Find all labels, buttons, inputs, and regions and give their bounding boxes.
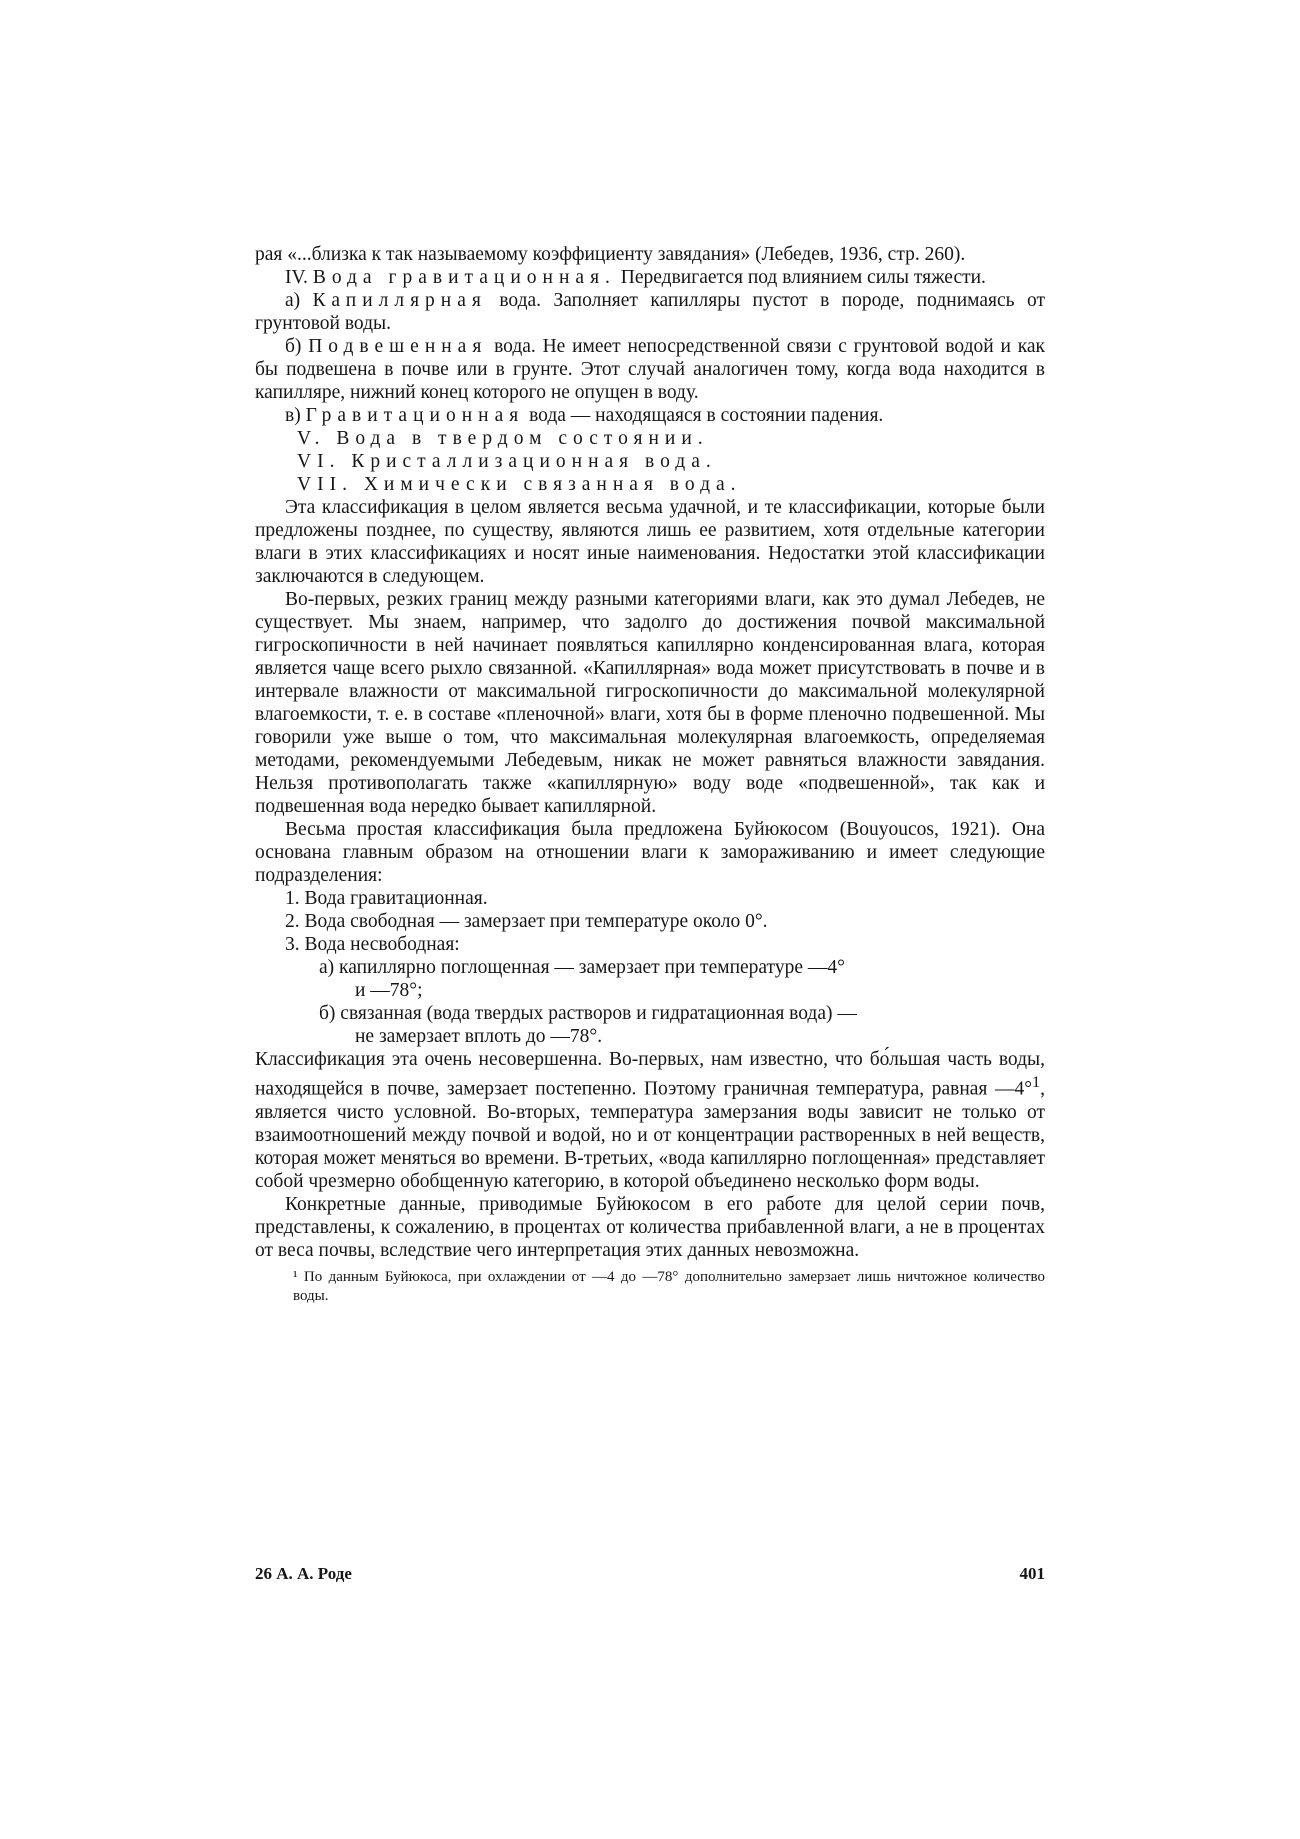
category-iv-text: Передвигается под влиянием силы тяжести. [620, 267, 986, 288]
list-item-3b-continued: не замерзает вплоть до —78°. [355, 1026, 603, 1047]
category-iv-title: Вода гравитационная. [312, 267, 616, 288]
list-item-3a-continued: и —78°; [355, 980, 423, 1001]
list-item-3b: б) связанная (вода твердых растворов и гидратационная вода) — [319, 1003, 857, 1024]
paragraph-critique-part2: , является чисто условной. Во-вторых, температура замерзания воды зависит не только от взаимоотношений между почвой и водой, но и от концентрации растворенных в ней веществ, которая может меняться во времени. В-третьих, «вода капиллярно поглощенная» представляет собой чрезмерно обобщенную категорию, в которой объединено несколько форм воды. [255, 1078, 1045, 1192]
signature-mark: 26 А. А. Роде [255, 1564, 352, 1583]
paragraph-critique-part1: Классификация эта очень несовершенна. Во-первых, нам известно, что бо́льшая часть воды, находящейся в почве, замерзает постепенно. Поэтому граничная температура, равная —4° [255, 1049, 1045, 1100]
paragraph-intro: рая «...близка к так называемому коэффициенту завядания» (Лебедев, 1936, стр. 260). [255, 244, 966, 265]
page-number: 401 [1019, 1564, 1045, 1583]
footnote-mark: ¹ [293, 1268, 298, 1285]
subcategory-b-text: вода. Не имеет непосредственной связи с грунтовой водой и как бы подвешена в почве или в грунте. Этот случай аналогичен тому, когда вода находится в капилляре, нижний конец которого не опущен в воду. [255, 336, 1046, 403]
footnote-reference: 1 [1032, 1073, 1041, 1091]
subcategory-v-text: вода — находящаяся в состоянии падения. [529, 405, 884, 426]
category-iv-number: IV. [285, 267, 308, 288]
subcategory-a-text: вода. Заполняет капилляры пустот в породе, поднимаясь от грунтовой воды. [255, 290, 1046, 334]
subcategory-v [255, 404, 1045, 427]
subcategory-a-label: а) [285, 290, 301, 311]
paragraph-bouyoucos-classification: Весьма простая классификация была предложена Буйюкосом (Bouyoucos, 1921). Она основана главным образом на отношении влаги к замораживанию и имеет следующие подразделения: [255, 819, 1045, 886]
paragraph-conclusion: Конкретные данные, приводимые Буйюкосом в его работе для целой серии почв, представлены, к сожалению, в процентах от количества прибавленной влаги, а не в процентах от веса почвы, вследствие чего интерпретация этих данных невозможна. [255, 1193, 1045, 1261]
list-item-3: 3. Вода несвободная: [285, 934, 460, 955]
category-v: V. Вода в твердом состоянии. [297, 428, 709, 449]
paragraph-evaluation: Эта классификация в целом является весьма удачной, и те классификации, которые были предложены позднее, по существу, являются лишь ее развитием, хотя отдельные категории влаги в этих классификациях и носят иные наименования. Недостатки этой классификации заключаются в следующем. [255, 497, 1045, 587]
subcategory-a-title: Капиллярная [312, 290, 487, 311]
page-body [255, 243, 1045, 1321]
category-vi: VI. Кристаллизационная вода. [297, 451, 717, 472]
subcategory-b-label: б) [285, 336, 302, 357]
subcategory-a [255, 289, 1045, 335]
footnote [255, 1268, 1045, 1306]
list-item-2: 2. Вода свободная — замерзает при температуре около 0°. [285, 911, 768, 932]
subcategory-b-title: Подвешенная [308, 336, 488, 357]
list-item-1: 1. Вода гравитационная. [285, 888, 488, 909]
list-item-3a: а) капиллярно поглощенная — замерзает при температуре —4° [319, 957, 845, 978]
subcategory-v-label: в) [285, 405, 301, 426]
paragraph-critique [255, 1048, 1045, 1193]
category-vii: VII. Химически связанная вода. [297, 474, 742, 495]
subcategory-b [255, 335, 1045, 404]
subcategory-v-title: Гравитационная [305, 405, 525, 426]
paragraph-first-criticism: Во-первых, резких границ между разными категориями влаги, как это думал Лебедев, не существует. Мы знаем, например, что задолго до достижения почвой максимальной гигроскопичности в ней начинает появляться капиллярно конденсированная влага, которая является чаще всего рыхло связанной. «Капиллярная» вода может присутствовать в почве и в интервале влажности от максимальной гигроскопичности до максимальной молекулярной влагоемкости, т. е. в составе «пленочной» влаги, хотя бы в форме пленочно подвешенной. Мы говорили уже выше о том, что максимальная молекулярная влагоемкость, определяемая методами, рекомендуемыми Лебедевым, никак не может равняться влажности завядания. Нельзя противополагать также «капиллярную» воду воде «подвешенной», так как и подвешенная вода нередко бывает капиллярной. [255, 589, 1045, 817]
footnote-text: По данным Буйюкоса, при охлаждении от —4 до —78° дополнительно замерзает лишь ничтожное количество воды. [293, 1268, 1045, 1304]
category-iv [255, 266, 1045, 289]
